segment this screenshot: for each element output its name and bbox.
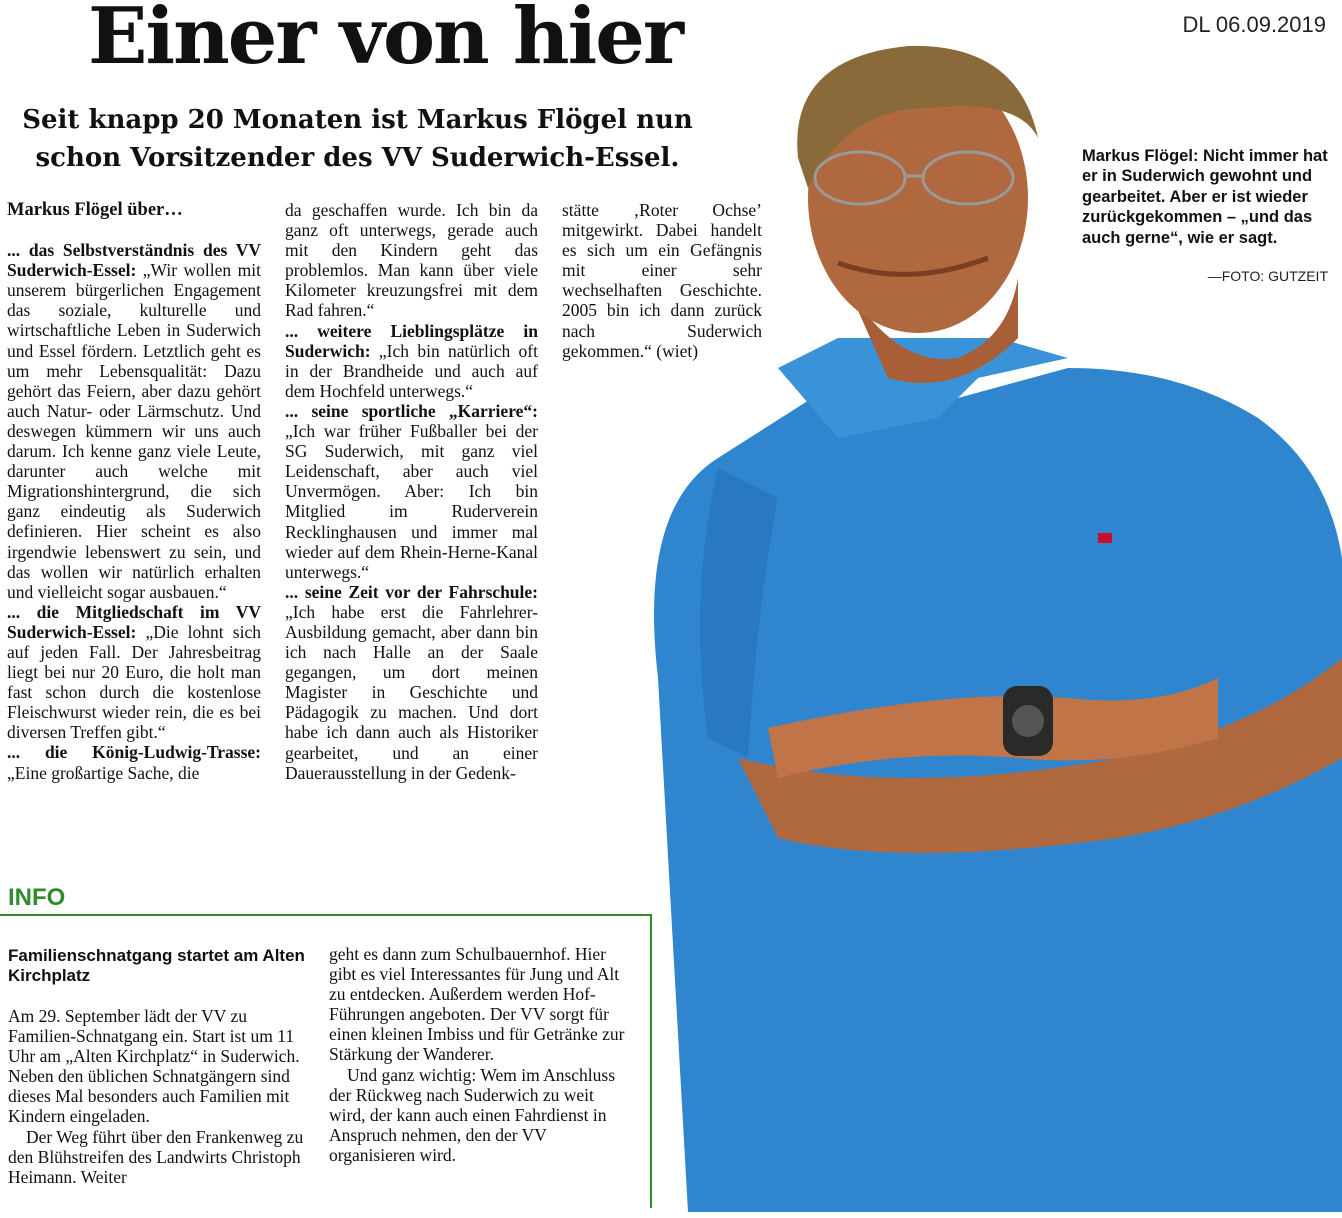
section-quote: „Ich habe erst die Fahrlehrer-Ausbildung gemacht, aber dann bin ich nach Halle an der Saale gegangen, um dort meinen Magister in Geschichte und Pädagogik zu machen. Und dort habe ich dann auch als Historiker gearbeitet, und an einer Dauerausstellung in der Gedenk- (285, 601, 538, 783)
section-topic: ... weitere Lieblingsplätze in Suderwich: (285, 320, 538, 361)
info-title: Familienschnatgang startet am Alten Kirchplatz (8, 946, 305, 985)
article-section (7, 240, 261, 602)
section-quote: „Wir wollen mit unserem bürgerlichen Engagement das soziale, kulturelle und wirtschaftliche Leben in Suderwich und Essel fördern. Letztlich geht es um mehr Lebensqualität: Dazu gehört das Feiern, aber dazu gehört auch Natur- oder Lärmschutz. Und deswegen kümmern wir uns auch darum. Ich kenne ganz viele Leute, darunter auch welche mit Migrationshintergrund, die sich ganz eindeutig als Suderwich definieren. Hier scheint es also irgendwie lebenswert zu sein, und das wollen wir natürlich erhalten und vielleicht sogar ausbauen.“ (7, 260, 261, 602)
info-paragraph: Der Weg führt über den Frankenweg zu den Blühstreifen des Landwirts Christoph Heimann. Weiter (8, 1126, 304, 1187)
section-quote: da geschaffen wurde. Ich bin da ganz oft unterwegs, gerade auch mit den Kindern geht das problemlos. Man kann über viele Kilometer kreuzungsfrei mit dem Rad fahren.“ (285, 200, 538, 321)
article-column-1 (7, 200, 261, 783)
section-topic: ... das Selbstverständnis des VV Suderwich-Essel: (7, 240, 261, 281)
section-topic: ... die Mitgliedschaft im VV Suderwich-Essel: (7, 601, 261, 642)
article-intro: Markus Flögel über… (7, 200, 183, 220)
article-column-3 (562, 200, 762, 361)
section-quote: „Ich bin natürlich oft in der Brandheide und auch auf dem Hochfeld unterwegs.“ (285, 340, 538, 401)
photo-credit: —FOTO: GUTZEIT (1207, 268, 1328, 284)
section-topic: ... seine Zeit vor der Fahrschule: (285, 581, 538, 602)
section-quote: „Die lohnt sich auf jeden Fall. Der Jahresbeitrag liegt bei nur 20 Euro, die holt man fast schon durch die kostenlose Fleischwurst wieder rein, die es bei diversen Treffen gibt.“ (7, 621, 261, 743)
section-quote: „Ich war früher Fußballer bei der SG Suderwich, mit ganz viel Leidenschaft, aber auch viel Unvermögen. Aber: Ich bin Mitglied im Ruderverein Recklinghausen und immer mal wieder auf dem Rhein-Herne-Kanal unterwegs.“ (285, 421, 538, 582)
article-section (562, 200, 762, 361)
info-column-1 (8, 946, 308, 1187)
shirt-logo (1098, 533, 1112, 543)
article-section (7, 742, 261, 782)
info-paragraph: Am 29. September lädt der VV zu Familien-Schnatgang ein. Start ist um 11 Uhr am „Alten Kirchplatz“ in Suderwich. Neben den üblichen Schnatgängern sind dieses Mal besonders auch Familien mit Kindern eingeladen. (8, 1006, 300, 1127)
photo-caption: Markus Flögel: Nicht immer hat er in Suderwich gewohnt und gearbeitet. Aber er ist wieder zurückgekommen – „und das auch gerne“, wie er sagt. (1082, 147, 1328, 247)
article-section (7, 602, 261, 743)
headline: Einer von hier (88, 0, 682, 82)
subhead-line-1: Seit knapp 20 Monaten ist Markus Flögel nun (22, 105, 693, 135)
dateline: DL 06.09.2019 (1182, 12, 1326, 37)
section-quote: „Eine großartige Sache, die (7, 762, 200, 783)
info-column-2 (329, 944, 634, 1165)
info-label: INFO (8, 884, 66, 911)
section-quote: stätte ‚Roter Ochse’ mitgewirkt. Dabei handelt es sich um ein Gefängnis mit einer sehr wechselhaften Geschichte. 2005 bin ich dann zurück nach Suderwich gekommen.“ (wiet) (562, 200, 762, 361)
article-column-2 (285, 200, 538, 783)
subhead-line-2: schon Vorsitzender des VV Suderwich-Essel. (35, 143, 680, 173)
article-section (285, 200, 538, 321)
section-topic: ... die König-Ludwig-Trasse: (7, 742, 261, 763)
article-section (285, 401, 538, 582)
info-paragraph: Und ganz wichtig: Wem im Anschluss der Rückweg nach Suderwich zu weit wird, der kann auch einen Fahrdienst in Anspruch nehmen, den der VV organisieren wird. (329, 1064, 616, 1165)
info-paragraph: geht es dann zum Schulbauernhof. Hier gibt es viel Interessantes für Jung und Alt zu entdecken. Außerdem werden Hof-Führungen angeboten. Der VV sorgt für einen kleinen Imbiss und für Getränke zur Stärkung der Wanderer. (329, 944, 625, 1065)
section-topic: ... seine sportliche „Karriere“: (285, 400, 538, 421)
article-section (285, 321, 538, 401)
article-section (285, 582, 538, 783)
